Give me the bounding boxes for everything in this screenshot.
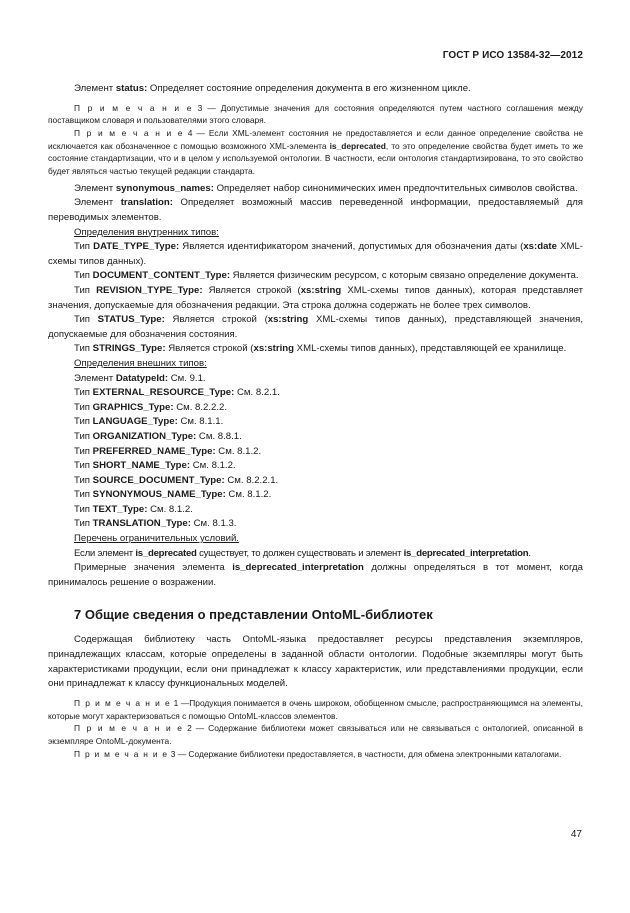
constraint-1: Если элемент is_deprecated существует, то должен существовать и элемент is_deprecated_interpretation. bbox=[74, 547, 531, 559]
external-type-item: Тип SOURCE_DOCUMENT_Type: См. 8.2.2.1. bbox=[74, 474, 279, 486]
external-type-item: Тип GRAPHICS_Type: См. 8.2.2.2. bbox=[74, 401, 228, 413]
constraint-2: Примерные значения элемента is_deprecated_interpretation должны определяться в тот момент, когда принималось решение о возражении. bbox=[48, 562, 583, 588]
def-revision-type: Тип REVISION_TYPE_Type: Является строкой (xs:string XML-схемы типов данных), которая представляет значения, допускаемые для обозначения редакции. Эта строка должна содержать не более трех символов. bbox=[48, 284, 583, 311]
page-content bbox=[48, 82, 583, 760]
internal-types-heading: Определения внутренних типов: bbox=[74, 226, 219, 238]
def-strings-type: Тип STRINGS_Type: Является строкой (xs:string XML-схемы типов данных), представляющей ее хранилище. bbox=[74, 343, 567, 355]
note-4: П р и м е ч а н и е 4 — Если XML-элемент состояния не предоставляется и если данное определение свойства не исключается как обозначенное с помощью возможного XML-элемента is_deprecated, то это определение свойства будет иметь то же состояние стандартизации, что и в целом у используемой онтологии. В частности, если онтология стандартизирована, то это свойство будет являться частью текущей редакции стандарта. bbox=[48, 128, 584, 177]
section-7-title: 7 Общие сведения о представлении OntoML-библиотек bbox=[74, 607, 433, 623]
note-3: П р и м е ч а н и е 3 — Допустимые значения для состояния определяются путем частного соглашения между поставщиком словаря и пользователями этого словаря. bbox=[48, 102, 583, 126]
external-type-item: Тип EXTERNAL_RESOURCE_Type: См. 8.2.1. bbox=[74, 387, 280, 399]
paragraph-translation: Элемент translation: Определяет возможный массив переведенной информации, предоставляемый для переводимых элементов. bbox=[48, 197, 583, 223]
external-type-item: Элемент DatatypeId: См. 9.1. bbox=[74, 372, 206, 384]
def-document-content-type: Тип DOCUMENT_CONTENT_Type: Является физическим ресурсом, с которым связано определение документа. bbox=[74, 270, 579, 282]
section-7-note-1: П р и м е ч а н и е 1 —Продукция понимается в очень широком, обобщенном смысле, распространяющимся на элементы, которые могут характеризоваться с помощью OntoML-классов элементов. bbox=[48, 697, 583, 721]
page-number: 47 bbox=[570, 829, 582, 840]
paragraph-status: Элемент status: Определяет состояние определения документа в его жизненном цикле. bbox=[74, 83, 471, 94]
standard-header: ГОСТ Р ИСО 13584-32—2012 bbox=[442, 50, 583, 61]
external-type-item: Тип TRANSLATION_Type: См. 8.1.3. bbox=[74, 518, 237, 530]
section-7-body: Содержащая библиотеку часть OntoML-языка предоставляет ресурсы представления экземпляров, принадлежащих классам, которые определены в заданной области онтологии. Подобные экземпляры могут быть характеристиками продукции, если они принадлежат к классу характеристик, или представлениями продукции, если они принадлежат к классу функциональных моделей. bbox=[48, 634, 583, 690]
def-date-type: Тип DATE_TYPE_Type: Является идентификатором значений, допустимых для обозначения даты (xs:date XML-схемы типов данных). bbox=[48, 241, 583, 267]
def-status-type: Тип STATUS_Type: Является строкой (xs:string XML-схемы типов данных), представляющей значения, допускаемые для обозначения состояния. bbox=[48, 314, 583, 340]
constraints-heading: Перечень ограничительных условий. bbox=[74, 533, 239, 545]
external-type-item: Тип ORGANIZATION_Type: См. 8.8.1. bbox=[74, 430, 242, 442]
external-type-item: Тип SHORT_NAME_Type: См. 8.1.2. bbox=[74, 460, 236, 472]
section-7-note-2: П р и м е ч а н и е 2 — Содержание библиотеки может связываться или не связываться с онтологией, описанной в экземпляре OntoML-документа. bbox=[48, 723, 583, 746]
section-7-note-3: П р и м е ч а н и е 3 — Содержание библиотеки предоставляется, в частности, для обмена электронными каталогами. bbox=[74, 748, 562, 759]
paragraph-synonymous-names: Элемент synonymous_names: Определяет набор синонимических имен предпочтительных символов свойства. bbox=[74, 182, 578, 194]
external-type-item: Тип TEXT_Type: См. 8.1.2. bbox=[74, 503, 193, 515]
external-types-heading: Определения внешних типов: bbox=[74, 357, 207, 369]
external-type-item: Тип PREFERRED_NAME_Type: См. 8.1.2. bbox=[74, 445, 262, 457]
external-type-item: Тип LANGUAGE_Type: См. 8.1.1. bbox=[74, 416, 224, 428]
external-type-item: Тип SYNONYMOUS_NAME_Type: См. 8.1.2. bbox=[74, 489, 272, 501]
